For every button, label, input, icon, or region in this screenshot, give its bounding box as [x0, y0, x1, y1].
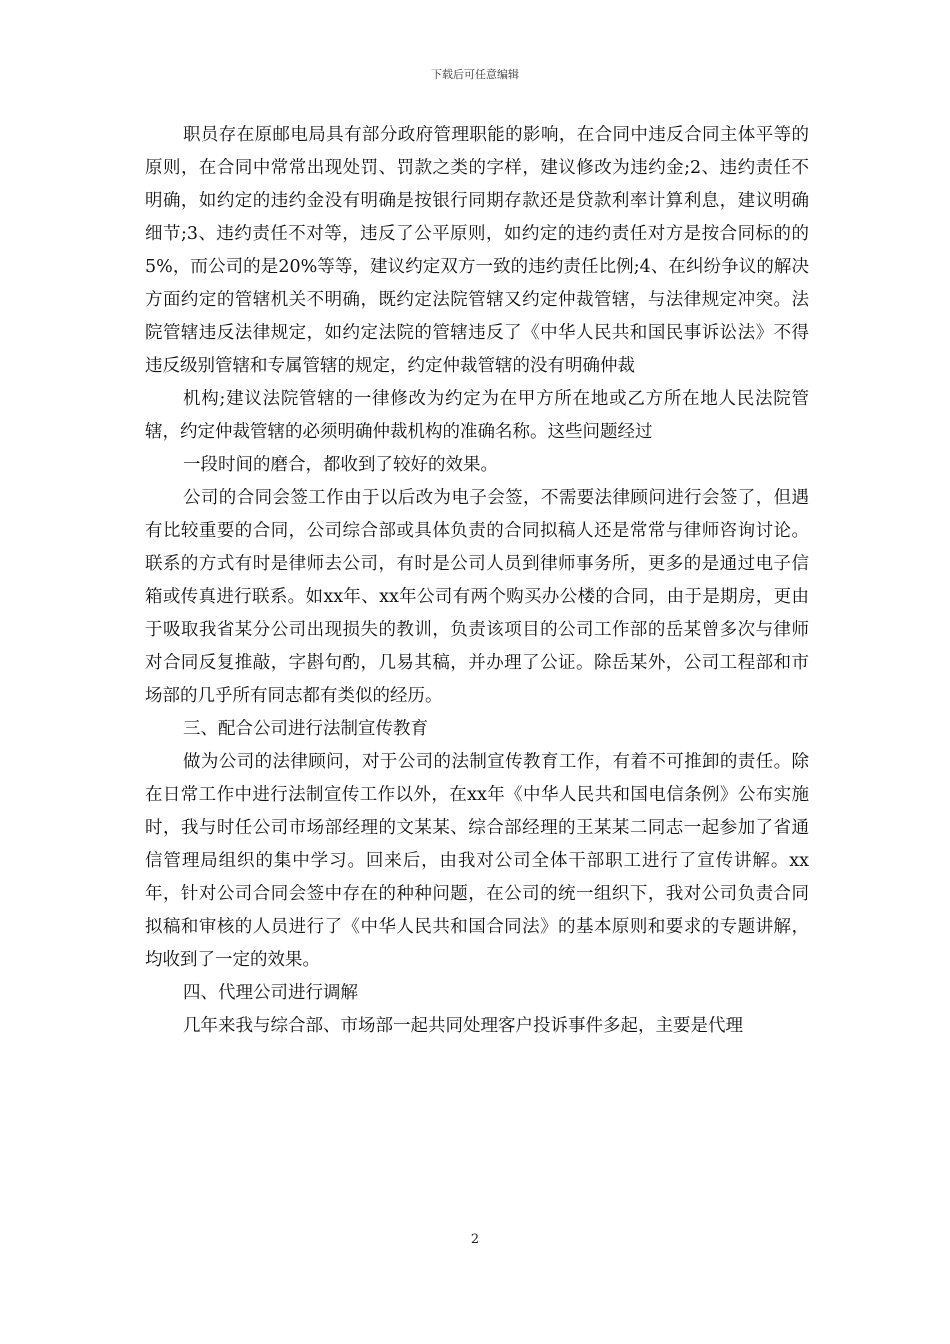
paragraph-3: 一段时间的磨合，都收到了较好的效果。 — [183, 455, 498, 475]
page-header: 下载后可任意编辑 — [431, 68, 519, 81]
section-heading-4: 四、代理公司进行调解 — [183, 983, 358, 1003]
paragraph-5: 做为公司的法律顾问，对于公司的法制宣传教育工作，有着不可推卸的责任。除在日常工作中进行法制宣传工作以外，在xx年《中华人民共和国电信条例》公布实施时，我与时任公司市场部经理的文某某、综合部经理的王某某二同志一起参加了省通信管理局组织的集中学习。回来后，由我对公司全体干部职工进行了宣传讲解。xx年，针对公司合同会签中存在的种种问题，在公司的统一组织下，我对公司负责合同拟稿和审核的人员进行了《中华人民共和国合同法》的基本原则和要求的专题讲解，均收到了一定的效果。 — [145, 752, 809, 970]
section-heading-3: 三、配合公司进行法制宣传教育 — [183, 719, 428, 739]
page-number: 2 — [470, 1232, 480, 1247]
paragraph-6: 几年来我与综合部、市场部一起共同处理客户投诉事件多起，主要是代理 — [183, 1016, 743, 1036]
paragraph-4: 公司的合同会签工作由于以后改为电子会签，不需要法律顾问进行会签了，但遇有比较重要的合同，公司综合部或具体负责的合同拟稿人还是常常与律师咨询讨论。联系的方式有时是律师去公司，有时是公司人员到律师事务所，更多的是通过电子信箱或传真进行联系。如xx年、xx年公司有两个购买办公楼的合同，由于是期房，更由于吸取我省某分公司出现损失的教训，负责该项目的公司工作部的岳某曾多次与律师对合同反复推敲，字斟句酌，几易其稿，并办理了公证。除岳某外，公司工程部和市场部的几乎所有同志都有类似的经历。 — [145, 488, 809, 706]
document-body — [145, 119, 809, 1043]
paragraph-1: 职员存在原邮电局具有部分政府管理职能的影响，在合同中违反合同主体平等的原则，在合同中常常出现处罚、罚款之类的字样，建议修改为违约金;2、违约责任不明确，如约定的违约金没有明确是按银行同期存款还是贷款利率计算利息，建议明确细节;3、违约责任不对等，违反了公平原则，如约定的违约责任对方是按合同标的的5%，而公司的是20%等等，建议约定双方一致的违约责任比例;4、在纠纷争议的解决方面约定的管辖机关不明确，既约定法院管辖又约定仲裁管辖，与法律规定冲突。法院管辖违反法律规定，如约定法院的管辖违反了《中华人民共和国民事诉讼法》不得违反级别管辖和专属管辖的规定，约定仲裁管辖的没有明确仲裁 — [145, 125, 809, 376]
paragraph-2: 机构;建议法院管辖的一律修改为约定为在甲方所在地或乙方所在地人民法院管辖，约定仲裁管辖的必须明确仲裁机构的准确名称。这些问题经过 — [145, 389, 809, 442]
